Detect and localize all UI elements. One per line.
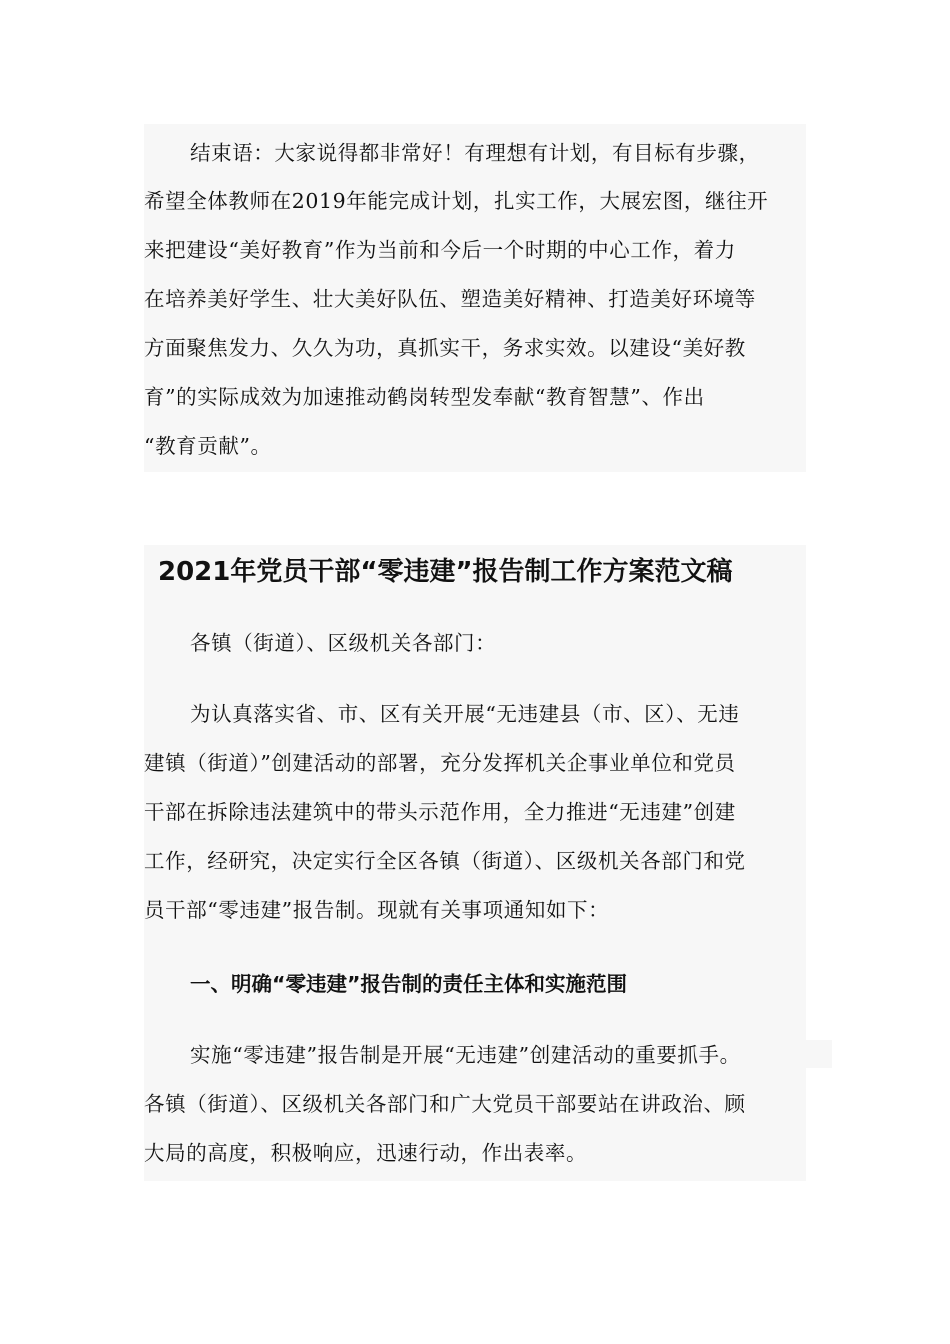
closing-line: 希望全体教师在2019年能完成计划，扎实工作，大展宏图，继往开	[144, 189, 769, 213]
section1-line: 大局的高度，积极响应，迅速行动，作出表率。	[144, 1141, 588, 1165]
closing-line: “教育贡献”。	[144, 434, 272, 458]
work-plan-block	[144, 545, 806, 1181]
closing-line: 方面聚焦发力、久久为功，真抓实干，务求实效。以建设“美好教	[144, 336, 746, 360]
closing-line: 育”的实际成效为加速推动鹤岗转型发奉献“教育智慧”、作出	[144, 385, 705, 409]
section1-line: 实施“零违建”报告制是开展“无违建”创建活动的重要抓手。	[190, 1043, 741, 1067]
line-overflow-highlight	[806, 1040, 832, 1068]
closing-line: 结束语：大家说得都非常好！有理想有计划，有目标有步骤，	[190, 141, 760, 165]
closing-line: 来把建设“美好教育”作为当前和今后一个时期的中心工作，着力	[144, 238, 736, 262]
intro-line: 建镇（街道）”创建活动的部署，充分发挥机关企事业单位和党员	[144, 751, 736, 775]
closing-line: 在培养美好学生、壮大美好队伍、塑造美好精神、打造美好环境等	[144, 287, 756, 311]
intro-line: 员干部“零违建”报告制。现就有关事项通知如下：	[144, 898, 610, 922]
intro-line: 为认真落实省、市、区有关开展“无违建县（市、区）、无违	[190, 702, 740, 726]
salutation: 各镇（街道）、区级机关各部门：	[190, 631, 497, 655]
intro-line: 工作，经研究，决定实行全区各镇（街道）、区级机关各部门和党	[144, 849, 746, 873]
section1-line: 各镇（街道）、区级机关各部门和广大党员干部要站在讲政治、顾	[144, 1092, 746, 1116]
closing-remarks-block	[144, 124, 806, 472]
intro-line: 干部在拆除违法建筑中的带头示范作用，全力推进“无违建”创建	[144, 800, 736, 824]
document-title: 2021年党员干部“零违建”报告制工作方案范文稿	[158, 557, 733, 587]
section-heading: 一、明确“零违建”报告制的责任主体和实施范围	[190, 972, 627, 996]
